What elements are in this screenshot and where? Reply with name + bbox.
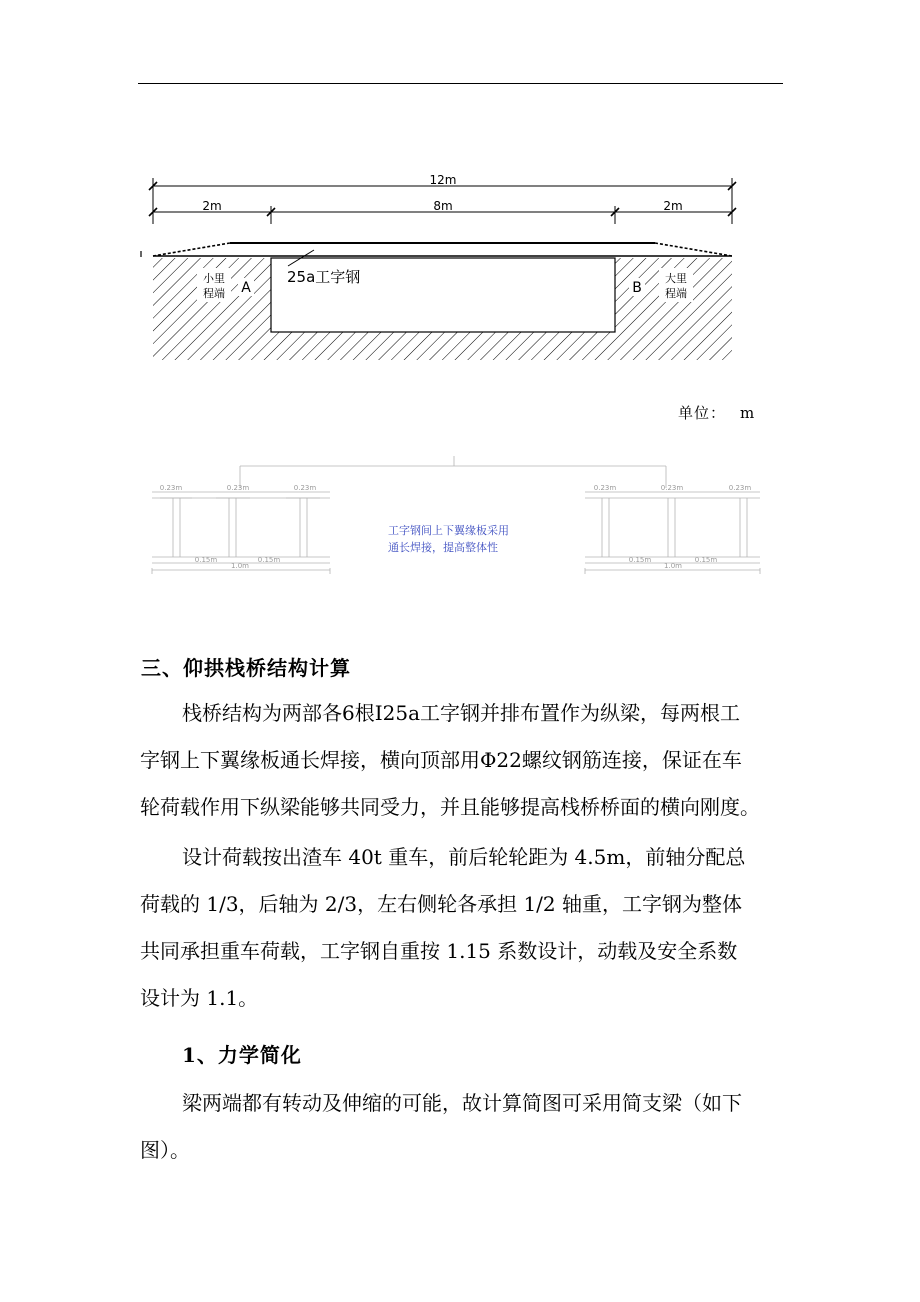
left-end-label-1: 小里	[203, 272, 225, 285]
section-heading: 三、仰拱栈桥结构计算	[141, 656, 351, 680]
paragraph-line: 设计为 1.1。	[140, 986, 259, 1010]
unit-value: m	[740, 404, 756, 422]
left-end-label-2: 程端	[203, 287, 225, 300]
dim-left-label: 2m	[202, 199, 222, 213]
section-note-line-2: 通长焊接，提高整体性	[388, 541, 498, 554]
paragraph-structure	[140, 690, 790, 831]
paragraph-line: 设计荷载按出渣车 40t 重车，前后轮轮距为 4.5m，前轴分配总	[182, 845, 746, 869]
group-width-dim-1: 1.0m	[231, 562, 249, 570]
paragraph-simplification	[140, 1080, 790, 1174]
section-note-line-1: 工字钢间上下翼缘板采用	[388, 524, 509, 537]
paragraph-design-load	[140, 834, 790, 1022]
paragraph-line: 梁两端都有转动及伸缩的可能，故计算简图可采用简支梁（如下	[182, 1091, 742, 1115]
paragraph-line: 荷载的 1/3，后轴为 2/3，左右侧轮各承担 1/2 轴重，工字钢为整体	[140, 892, 742, 916]
spacing-dim-3: 0.15m	[628, 556, 652, 564]
flange-dim-1: 0.23m	[159, 484, 183, 492]
dim-middle-label: 8m	[433, 199, 453, 213]
unit-caption: 单位：	[678, 404, 727, 422]
paragraph-line: 栈桥结构为两部各6根Ⅰ25a工字钢并排布置作为纵梁，每两根工	[182, 701, 740, 725]
spacing-dim-2: 0.15m	[257, 556, 281, 564]
right-end-label-2: 程端	[665, 287, 687, 300]
flange-dim-6: 0.23m	[728, 484, 752, 492]
spacing-dim-4: 0.15m	[694, 556, 718, 564]
flange-dim-2: 0.23m	[226, 484, 250, 492]
flange-dim-3: 0.23m	[293, 484, 317, 492]
flange-dim-4: 0.23m	[593, 484, 617, 492]
dim-total-label: 12m	[429, 173, 457, 187]
flange-dim-5: 0.23m	[660, 484, 684, 492]
group-width-dim-2: 1.0m	[664, 562, 682, 570]
paragraph-line: 共同承担重车荷载，工字钢自重按 1.15 系数设计，动载及安全系数	[140, 939, 738, 963]
point-b-label: B	[632, 280, 642, 296]
cross-section-diagram	[152, 456, 760, 574]
point-a-label: A	[241, 280, 251, 296]
right-end-label-1: 大里	[665, 272, 687, 285]
beam-label: 25a工字钢	[287, 268, 361, 286]
paragraph-line: 字钢上下翼缘板通长焊接，横向顶部用Φ22螺纹钢筋连接，保证在车	[140, 748, 742, 772]
paragraph-line: 图）。	[140, 1138, 190, 1162]
spacing-dim-1: 0.15m	[194, 556, 218, 564]
trestle-elevation-diagram	[0, 0, 920, 600]
unit-label	[678, 402, 755, 423]
steel-beam	[153, 243, 732, 256]
subsection-heading: 1、力学简化	[182, 1043, 302, 1067]
dim-right-label: 2m	[663, 199, 683, 213]
paragraph-line: 轮荷载作用下纵梁能够共同受力，并且能够提高栈桥桥面的横向刚度。	[140, 795, 760, 819]
